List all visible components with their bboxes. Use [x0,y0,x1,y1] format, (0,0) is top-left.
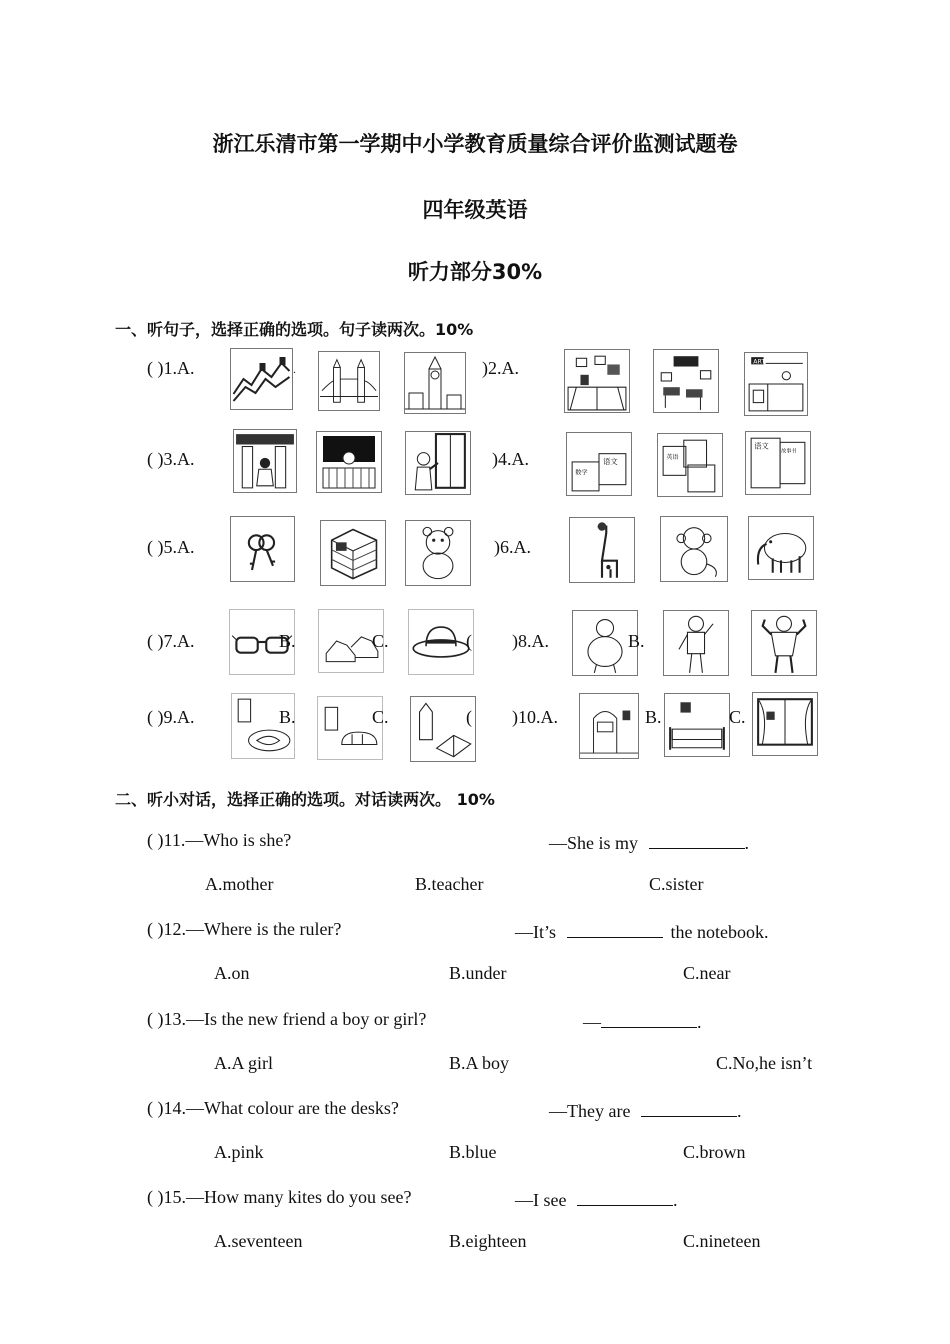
option-15b: B.eighteen [449,1231,527,1251]
question-10-label: )10.A. [512,707,558,727]
question-3-label: ( )3.A. [147,449,195,469]
teacher-blackboard-picture [316,431,382,493]
question-6-label: )6.A. [494,537,531,557]
question-5-label: ( )5.A. [147,537,195,557]
answer-suffix: . [744,833,750,853]
question-13-text: ( )13.—Is the new friend a boy or girl? [147,1009,427,1029]
book-label-english: 英语 [666,453,679,461]
books-picture-3 [745,431,811,495]
tower-bridge-picture [318,351,380,411]
section1-heading: 一、听句子，选择正确的选项。句子读两次。10% [115,320,474,339]
option-13c: C.No,he isn’t [716,1053,813,1073]
option-14b: B.blue [449,1142,497,1162]
books-picture-2 [657,433,723,497]
option-14c: C.brown [683,1142,746,1162]
option-11a: A.mother [205,874,274,894]
question-13-answer [583,1009,702,1033]
hat-picture [408,609,474,675]
rubiks-cube-picture [320,520,386,586]
answer-blank[interactable] [649,830,745,849]
answer-suffix: the notebook. [670,922,769,942]
page-title: 浙江乐清市第一学期中小学教育质量综合评价监测试题卷 [212,132,738,156]
option-11b: B.teacher [415,874,484,894]
question-11-text: ( )11.—Who is she? [147,830,292,850]
class-sign-text: ART [753,358,766,366]
answer-prefix: —They are [549,1101,631,1121]
question-15-text: ( )15.—How many kites do you see? [147,1187,412,1207]
book-label-storybook: 故事书 [781,448,797,455]
question-14-answer [549,1098,741,1122]
answer-prefix: —She is my [549,833,639,853]
question-7-label: ( )7.A. [147,631,195,651]
option-15c: C.nineteen [683,1231,761,1251]
milk-cake-picture [410,696,476,762]
option-13a: A.A girl [214,1053,274,1073]
book-label-chinese-2: 语文 [754,441,769,451]
window-picture [752,692,818,756]
juice-bread-picture [317,696,383,760]
book-label-math: 数学 [575,469,588,477]
listening-part-heading: 听力部分30% [407,260,543,284]
option-15a: A.seventeen [214,1231,303,1251]
question-15-answer [515,1187,677,1211]
elephant-picture [748,516,814,580]
question-12-text: ( )12.—Where is the ruler? [147,919,342,939]
great-wall-picture [230,348,293,410]
giraffe-picture [569,517,635,583]
answer-blank[interactable] [567,919,663,938]
question-4-label: )4.A. [492,449,529,469]
answer-suffix: . [697,1012,702,1032]
book-label-chinese: 语文 [603,457,618,466]
thin-man-picture [663,610,729,676]
question-8-label: )8.A. [512,631,549,651]
question-8-open-paren: ( [466,631,472,651]
classroom-picture-1 [564,349,630,413]
option-11c: C.sister [649,874,704,894]
option-13b: B.A boy [449,1053,510,1073]
option-12c: C.near [683,963,731,983]
kitchen-picture [744,352,808,416]
option-10b-label: B. [645,707,662,727]
answer-suffix: . [736,1101,742,1121]
answer-blank[interactable] [641,1098,737,1117]
books-picture-1 [566,432,632,496]
answer-prefix: —I see [515,1190,567,1210]
big-ben-picture [404,352,466,414]
option-8b-label: B. [628,631,645,651]
teddy-bear-picture [405,520,471,586]
option-12a: A.on [214,963,250,983]
option-7c-label: C. [372,631,389,651]
option-9b-label: B. [279,707,296,727]
door-picture [579,693,639,759]
option-7b-label: B. [279,631,296,651]
option-14a: A.pink [214,1142,264,1162]
classroom-picture-2 [653,349,719,413]
option-9c-label: C. [372,707,389,727]
strong-man-picture [751,610,817,676]
answer-prefix: — [583,1012,601,1032]
answer-suffix: . [672,1190,678,1210]
boy-at-home-picture [233,429,297,493]
question-12-answer [515,919,769,943]
answer-prefix: —It’s [515,922,557,942]
question-1-label: ( )1.A. [147,358,195,378]
cleaning-window-picture [405,431,471,495]
stray-dot: . [293,362,296,376]
sofa-picture [664,693,730,757]
answer-blank[interactable] [577,1187,673,1206]
option-10c-label: C. [729,707,746,727]
question-10-open-paren: ( [466,707,472,727]
monkey-picture [660,516,728,582]
question-2-label: )2.A. [482,358,519,378]
question-14-text: ( )14.—What colour are the desks? [147,1098,399,1118]
question-11-answer [549,830,749,854]
answer-blank[interactable] [601,1009,697,1028]
page-subtitle: 四年级英语 [422,198,528,222]
question-9-label: ( )9.A. [147,707,195,727]
section2-heading: 二、听小对话，选择正确的选项。对话读两次。 10% [115,790,495,809]
option-12b: B.under [449,963,507,983]
keys-picture [230,516,295,582]
